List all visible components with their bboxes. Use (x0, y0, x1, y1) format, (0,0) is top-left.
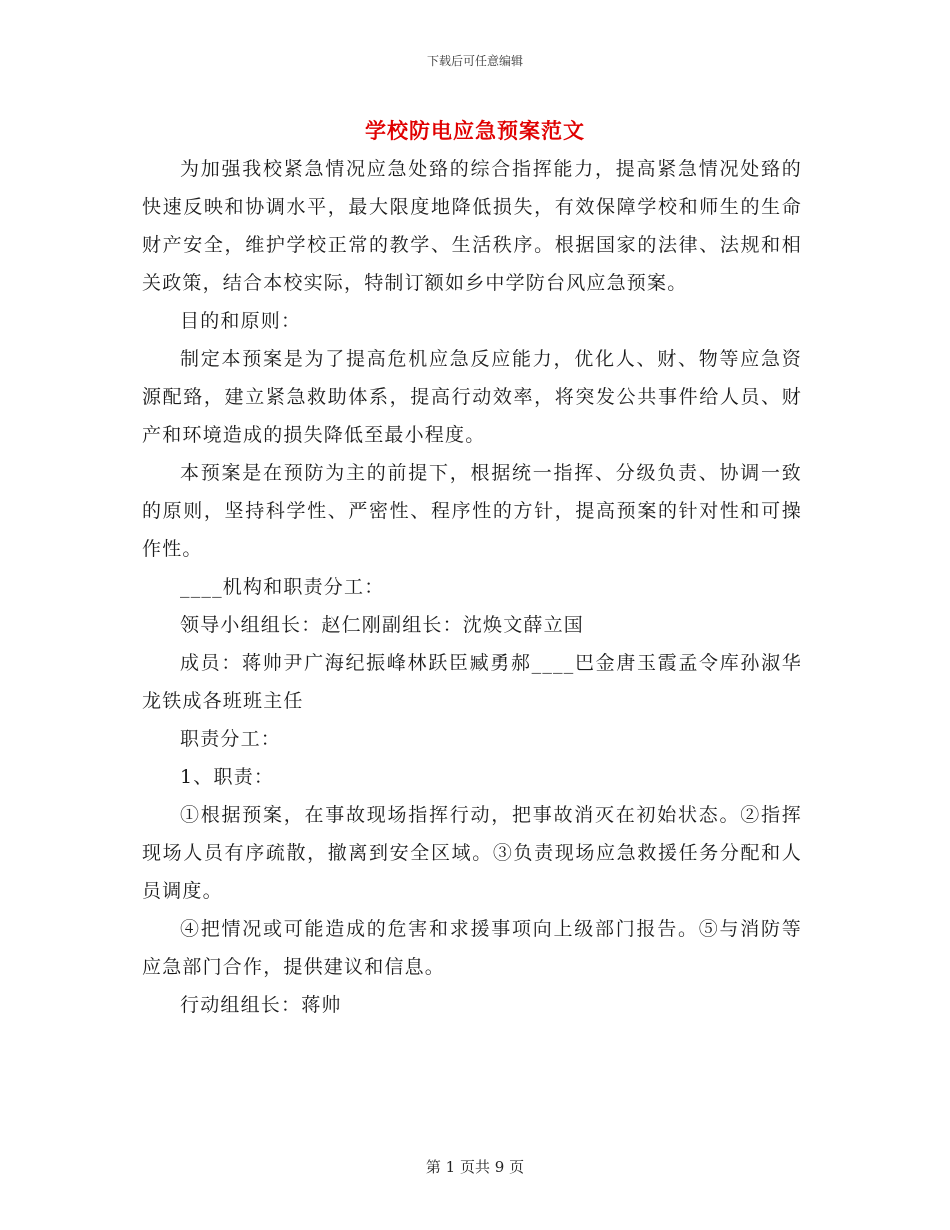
page-number: 第 1 页共 9 页 (425, 1158, 525, 1176)
paragraph-purpose: 制定本预案是为了提高危机应急反应能力，优化人、财、物等应急资源配臵，建立紧急救助体系，提高行动效率，将突发公共事件给人员、财产和环境造成的损失降低至最小程度。 (142, 348, 802, 446)
header-note: 下载后可任意编辑 (426, 54, 523, 68)
paragraph-leadership: 领导小组组长：赵仁刚副组长：沈焕文薛立国 (180, 614, 585, 636)
paragraph-principles: 本预案是在预防为主的前提下，根据统一指挥、分级负责、协调一致的原则，坚持科学性、严密性、程序性的方针，提高预案的针对性和可操作性。 (142, 462, 802, 560)
paragraph-purpose-heading: 目的和原则： (180, 310, 302, 332)
document-title: 学校防电应急预案范文 (365, 118, 585, 143)
paragraph-intro: 为加强我校紧急情况应急处臵的综合指挥能力，提高紧急情况处臵的快速反映和协调水平，最大限度地降低损失，有效保障学校和师生的生命财产安全，维护学校正常的教学、生活秩序。根据国家的法律、法规和相关政策，结合本校实际，特制订额如乡中学防台风应急预案。 (142, 158, 802, 294)
paragraph-duties-1: 1、职责： (180, 766, 275, 788)
paragraph-duties-heading: 职责分工： (180, 728, 282, 750)
document-body (142, 150, 802, 1024)
paragraph-duties-detail-b: ④把情况或可能造成的危害和求援事项向上级部门报告。⑤与消防等应急部门合作，提供建议和信息。 (142, 918, 802, 978)
paragraph-action-group: 行动组组长：蒋帅 (180, 994, 342, 1016)
paragraph-duties-detail-a: ①根据预案，在事故现场指挥行动，把事故消灭在初始状态。②指挥现场人员有序疏散，撤离到安全区域。③负责现场应急救援任务分配和人员调度。 (142, 804, 802, 902)
paragraph-members: 成员：蒋帅尹广海纪振峰林跃臣臧勇郝____巴金唐玉霞孟令库孙淑华龙铁成各班班主任 (142, 652, 802, 712)
paragraph-organization-heading: ____机构和职责分工： (180, 576, 385, 598)
